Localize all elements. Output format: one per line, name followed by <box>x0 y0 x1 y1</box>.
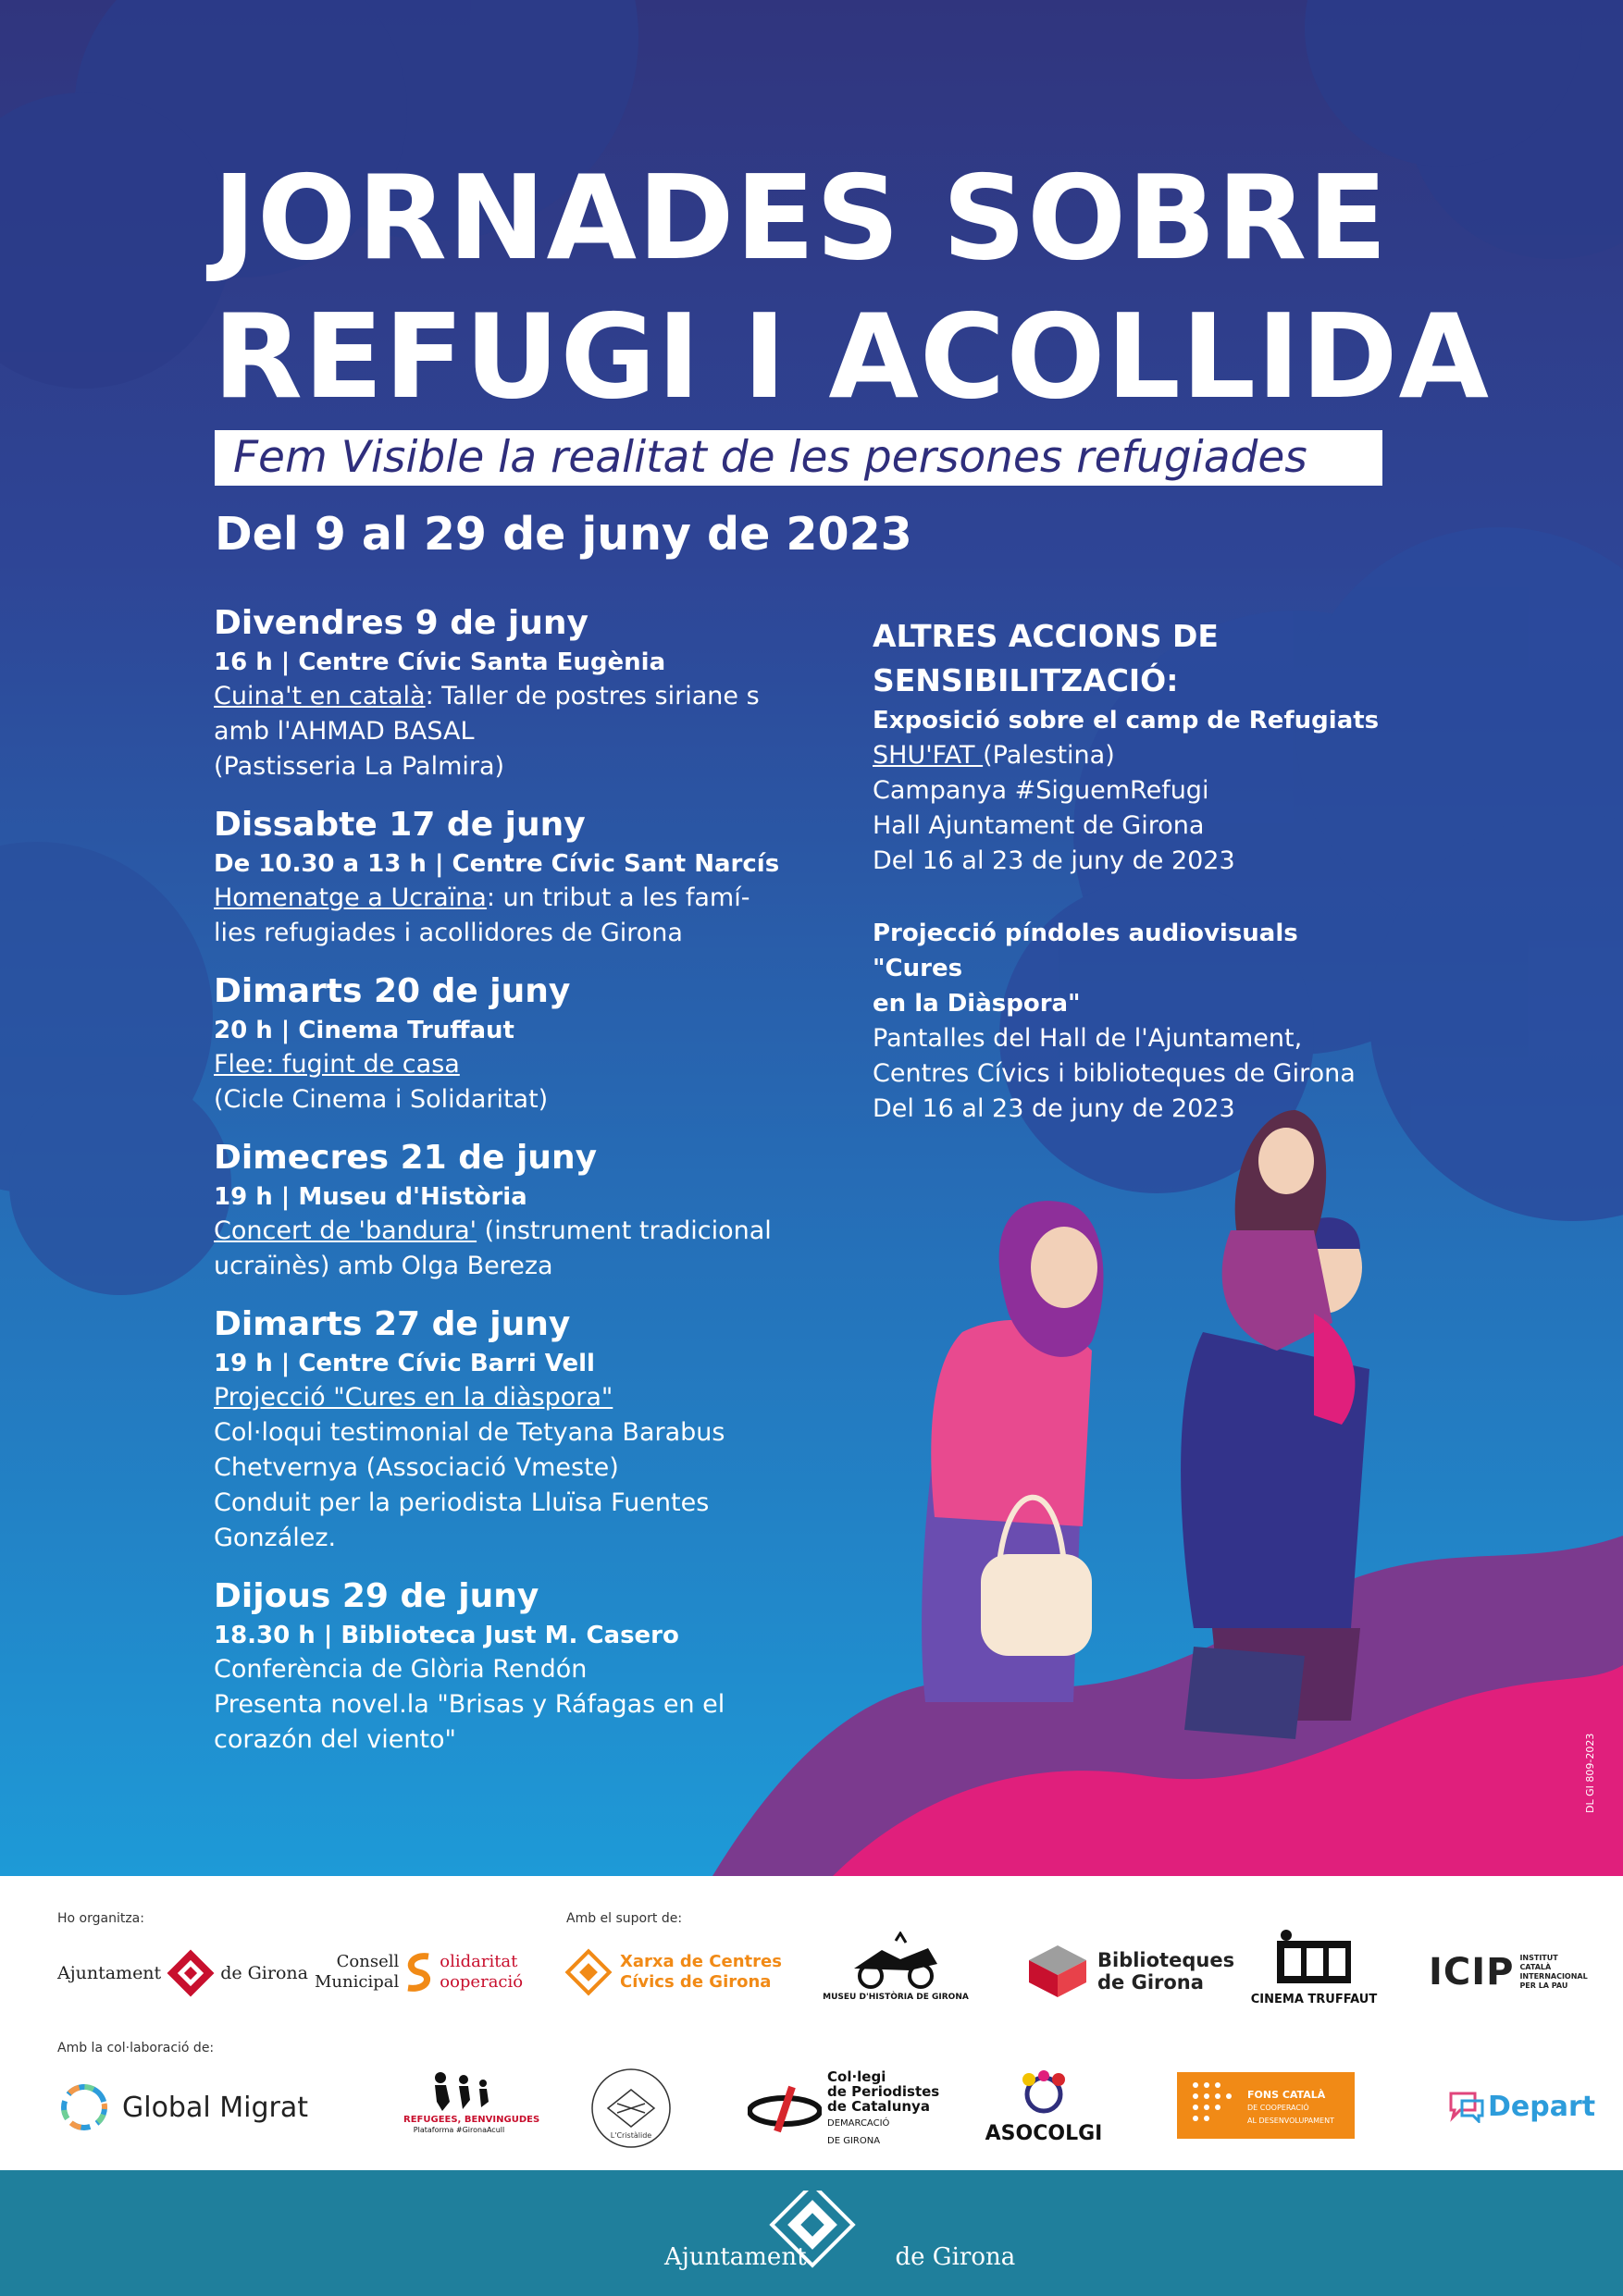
event-line: amb l'AHMAD BASAL <box>214 717 475 746</box>
event-desc <box>214 881 806 916</box>
heading-line: ALTRES ACCIONS DE <box>873 618 1219 654</box>
logo-text <box>1519 1954 1587 1991</box>
projection-line: Centres Cívics i biblioteques de Girona <box>873 1059 1356 1088</box>
logo-text <box>827 2069 939 2149</box>
logo-text: INSTITUT <box>1519 1954 1558 1962</box>
depart-logo <box>1447 2083 1595 2129</box>
event-place: 19 h | Museu d'Història <box>214 1183 527 1211</box>
fons-dots-icon <box>1188 2078 1247 2133</box>
icip-logo <box>1429 1944 1588 2000</box>
event-place: 19 h | Centre Cívic Barri Vell <box>214 1350 595 1377</box>
logo-text: Municipal <box>315 1972 400 1992</box>
logo-text: de Catalunya <box>827 2098 930 2115</box>
expo-line: Del 16 al 23 de juny de 2023 <box>873 846 1235 875</box>
logo-text: Depart <box>1488 2090 1596 2123</box>
fons-catala-logo <box>1177 2072 1355 2139</box>
title-line-1: JORNADES SOBRE <box>213 150 1389 286</box>
logo-text: DEMARCACIÓ <box>827 2118 890 2129</box>
logo-text: Global Migrat <box>122 2091 308 2124</box>
logo-text: Xarxa de Centres <box>620 1952 782 1971</box>
chariot-icon <box>845 1932 947 1989</box>
logo-text: de Periodistes <box>827 2083 940 2100</box>
periodistes-logo <box>748 2068 940 2146</box>
logo-text: INTERNACIONAL <box>1519 1972 1588 1981</box>
man-figure <box>1181 1110 1369 1739</box>
event-place: 16 h | Centre Cívic Santa Eugènia <box>214 648 666 676</box>
expo-desc <box>873 738 1391 773</box>
biblioteques-logo <box>1025 1941 1234 2002</box>
woman-figure <box>922 1201 1103 1702</box>
event-5 <box>214 1302 806 1556</box>
cristalide-logo <box>585 2067 677 2159</box>
refugees-benvingudes-logo <box>403 2070 540 2144</box>
logo-text: FONS CATALÀ <box>1247 2089 1326 2101</box>
event-2 <box>214 803 806 951</box>
event-link[interactable]: Flee: fugint de casa <box>214 1050 460 1079</box>
event-3 <box>214 969 806 1117</box>
footer-name-part: Ajuntament <box>664 2243 807 2271</box>
film-strip-icon <box>1268 1928 1360 1989</box>
logo-text: MUSEU D'HISTÒRIA DE GIRONA <box>823 1993 969 2002</box>
logo-text: Ajuntament <box>57 1963 162 1983</box>
event-line: Conduit per la periodista Lluïsa Fuentes <box>214 1488 710 1517</box>
logo-text <box>1247 2089 1334 2127</box>
event-day: Dimecres 21 de juny <box>214 1139 598 1177</box>
event-desc <box>214 1652 806 1687</box>
depart-speech-icon <box>1447 2090 1484 2123</box>
event-link[interactable]: Concert de 'bandura' <box>214 1216 477 1245</box>
consell-solidaritat-logo <box>315 1944 523 2000</box>
event-line: (Pastisseria La Palmira) <box>214 752 505 781</box>
logo-text: PER LA PAU <box>1519 1981 1568 1990</box>
event-day: Divendres 9 de juny <box>214 604 588 642</box>
event-dates: Del 9 al 29 de juny de 2023 <box>215 508 912 561</box>
organizer-label: Ho organitza: <box>57 1911 144 1926</box>
logo-text: ICIP <box>1429 1951 1515 1994</box>
logo-text: de Girona <box>220 1963 308 1983</box>
logo-text: Biblioteques <box>1097 1949 1235 1971</box>
event-place: 20 h | Cinema Truffaut <box>214 1017 514 1044</box>
heading-line: SENSIBILITZACIÓ: <box>873 662 1179 698</box>
event-6 <box>214 1574 806 1758</box>
title-line-2: REFUGI I ACOLLIDA <box>213 289 1491 425</box>
subtitle: Fem Visible la realitat de les persones refugiades <box>233 432 1307 483</box>
asocolgi-logo <box>979 2070 1109 2154</box>
logo-text <box>1097 1949 1234 1994</box>
event-day: Dimarts 27 de juny <box>214 1305 571 1343</box>
global-migrat-circle-icon <box>57 2080 111 2134</box>
event-4 <box>214 1136 806 1284</box>
sponsors-band <box>0 1876 1623 2170</box>
logo-text: Cívics de Girona <box>620 1972 772 1992</box>
projection-title-line: en la Diàspora" <box>873 990 1081 1018</box>
legal-deposit-code: DL GI 809-2023 <box>1584 1733 1596 1813</box>
logo-text <box>620 1952 782 1993</box>
event-line: Presenta novel.la "Brisas y Ráfagas en el <box>214 1690 725 1719</box>
other-actions <box>873 614 1391 1127</box>
logo-text: L'Cristàlide <box>610 2131 652 2140</box>
expo-title: Exposició sobre el camp de Refugiats <box>873 707 1380 734</box>
logo-text: ooperació <box>440 1972 524 1992</box>
event-desc-text: (instrument tradicional <box>477 1216 772 1245</box>
expo-desc-text: (Palestina) <box>983 741 1115 770</box>
logo-text <box>440 1952 523 1993</box>
event-desc-text: : un tribut a les famí- <box>486 883 750 912</box>
logo-text: DE COOPERACIÓ <box>1247 2104 1309 2112</box>
event-desc <box>214 1214 806 1249</box>
event-line: González. <box>214 1524 337 1552</box>
logo-text: DE GIRONA <box>827 2136 881 2146</box>
museu-historia-logo <box>822 1932 970 2015</box>
support-label: Amb el suport de: <box>566 1911 683 1926</box>
event-day: Dijous 29 de juny <box>214 1577 539 1615</box>
solidaritat-s-icon <box>401 1949 438 1995</box>
logo-text: CINEMA TRUFFAUT <box>1250 1993 1378 2006</box>
projection-line: Del 16 al 23 de juny de 2023 <box>873 1094 1235 1123</box>
expo-line: Hall Ajuntament de Girona <box>873 811 1205 840</box>
logo-text: Col·legi <box>827 2068 886 2085</box>
event-desc-text: Conferència de Glòria Rendón <box>214 1655 588 1684</box>
event-line: ucraïnès) amb Olga Bereza <box>214 1252 553 1280</box>
event-line: corazón del viento" <box>214 1725 456 1754</box>
running-family-icon <box>413 2070 505 2111</box>
event-day: Dissabte 17 de juny <box>214 806 586 844</box>
footer-ajuntament-name <box>664 2243 1015 2271</box>
event-place: 18.30 h | Biblioteca Just M. Casero <box>214 1622 679 1649</box>
logo-text: de Girona <box>1097 1971 1204 1994</box>
biblioteques-cube-icon <box>1025 1944 1090 1999</box>
projection-title-line: Projecció píndoles audiovisuals "Cures <box>873 920 1298 982</box>
other-actions-heading <box>873 614 1391 703</box>
program-list <box>214 601 806 1776</box>
event-line: Chetvernya (Associació Vmeste) <box>214 1453 619 1482</box>
event-link[interactable]: Cuina't en català <box>214 682 426 710</box>
xarxa-centres-logo <box>564 1946 782 1998</box>
expo-link[interactable]: SHU'FAT <box>873 741 984 770</box>
logo-text: Plataforma #GironaAcull <box>413 2126 505 2134</box>
event-line: Col·loqui testimonial de Tetyana Barabus <box>214 1418 725 1447</box>
event-desc <box>214 1380 806 1415</box>
event-link[interactable]: Homenatge a Ucraïna <box>214 883 487 912</box>
logo-text: CATALÀ <box>1519 1963 1552 1971</box>
asocolgi-figures-icon <box>1016 2070 1072 2118</box>
logo-text: AL DESENVOLUPAMENT <box>1247 2117 1334 2125</box>
event-day: Dimarts 20 de juny <box>214 972 571 1010</box>
global-migrat-logo <box>57 2078 308 2137</box>
event-desc <box>214 1047 806 1082</box>
logo-text: Consell <box>336 1952 400 1971</box>
projection-line: Pantalles del Hall de l'Ajuntament, <box>873 1024 1303 1053</box>
event-desc <box>214 679 806 714</box>
event-desc-text: : Taller de postres siriane s <box>425 682 760 710</box>
event-line: (Cicle Cinema i Solidaritat) <box>214 1085 549 1114</box>
logo-text: olidaritat <box>440 1952 518 1971</box>
periodistes-mark-icon <box>748 2083 822 2135</box>
footer-name-part: de Girona <box>895 2243 1016 2271</box>
xarxa-diamond-icon <box>564 1948 613 1996</box>
event-place: De 10.30 a 13 h | Centre Cívic Sant Narcís <box>214 850 780 878</box>
event-1 <box>214 601 806 784</box>
logo-text <box>315 1952 399 1993</box>
ajuntament-logo <box>57 1941 308 2006</box>
projection-title <box>873 916 1391 1021</box>
event-link[interactable]: Projecció "Cures en la diàspora" <box>214 1383 613 1412</box>
ajuntament-crest-icon <box>165 1947 217 1999</box>
logo-text: ASOCOLGI <box>985 2122 1103 2145</box>
expo-line: Campanya #SiguemRefugi <box>873 776 1209 805</box>
collab-label: Amb la col·laboració de: <box>57 2041 215 2055</box>
event-line: lies refugiades i acollidores de Girona <box>214 919 683 947</box>
logo-text: REFUGEES, BENVINGUDES <box>403 2115 540 2125</box>
cinema-truffaut-logo <box>1240 1928 1388 2020</box>
